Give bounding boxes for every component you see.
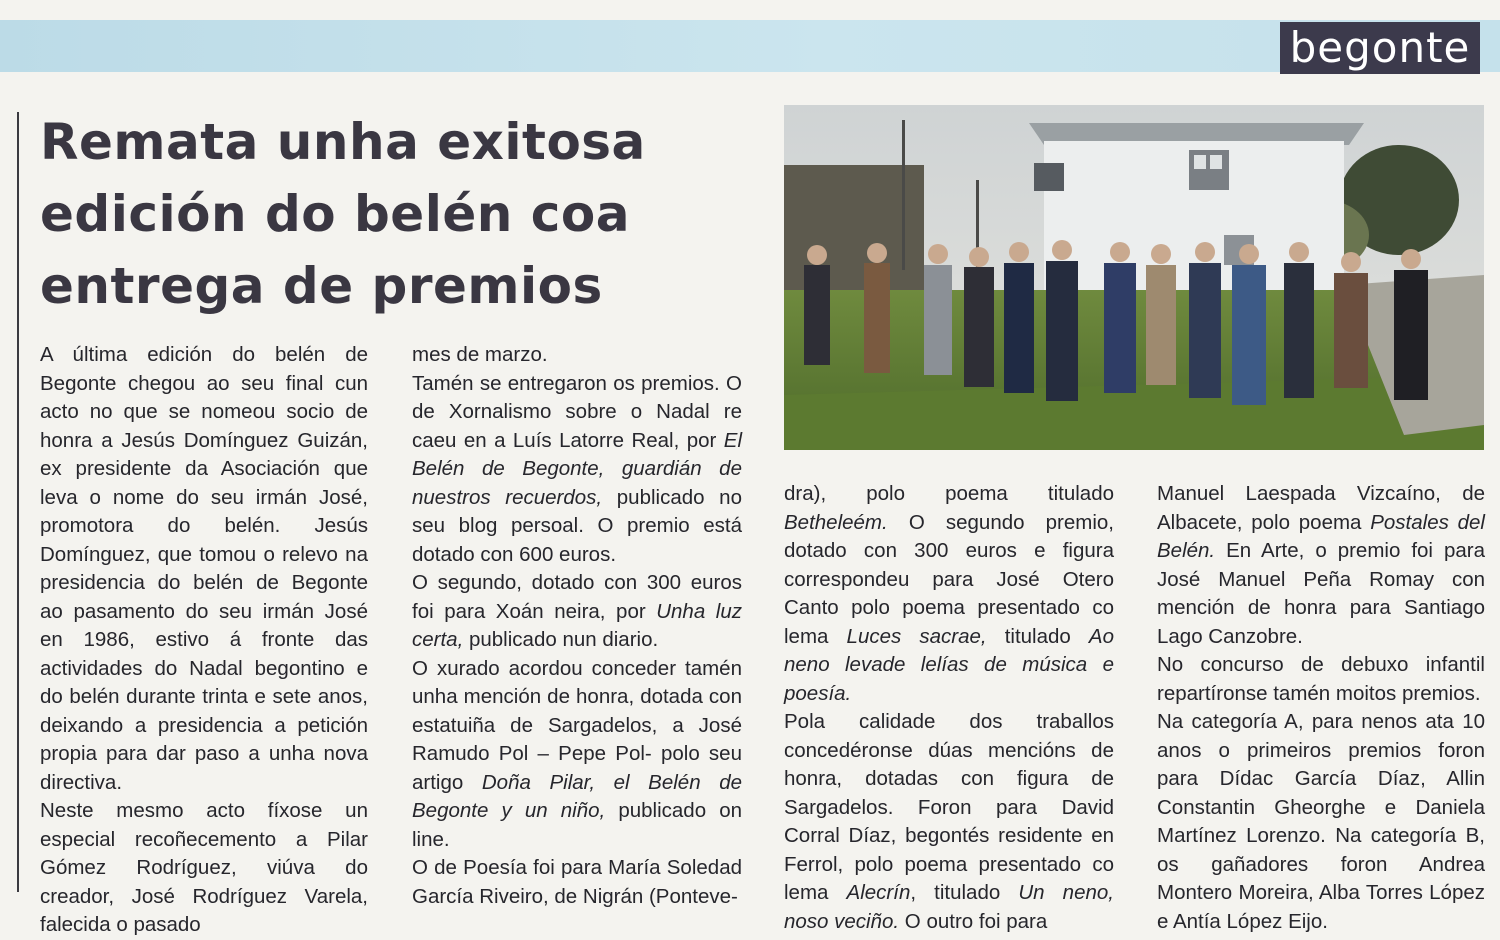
paragraph: Tamén se entregaron os premios. O de Xornalismo sobre o Nadal re caeu en a Luís Latorre Real, por El Belén de Begonte, guardián de nuestros recuerdos, publicado no seu blog persoal. O premio está dotado con 600 euros. xyxy=(412,371,742,566)
header-band xyxy=(0,20,1500,72)
paragraph: Manuel Laespada Vizcaíno, de Albacete, polo poema Postales del Belén. En Arte, o premio foi para José Manuel Peña Romay con mención de honra para Santiago Lago Canzobre. xyxy=(1157,482,1485,648)
text-column-3 xyxy=(784,480,1114,936)
paragraph: O xurado acordou conceder tamén unha mención de honra, dotada con estatuiña de Sargadelos, a José Ramudo Pol – Pepe Pol- polo seu artigo Doña Pilar, el Belén de Begonte y un niño, publicado on line. xyxy=(412,656,743,851)
paragraph: No concurso de debuxo infantil repartíronse tamén moitos premios. xyxy=(1157,653,1485,705)
paragraph: Na categoría A, para nenos ata 10 anos o primeiros premios foron para Dídac García Díaz, Allin Constantin Gheorghe e Daniela Martínez Lorenzo. Na categoría B, os gañadores foron Andrea Montero Moreira, Alba Torres López e Antía López Eijo. xyxy=(1157,710,1485,933)
section-tag: begonte xyxy=(1280,22,1480,74)
article-headline: Remata unha exitosa edición do belén coa entrega de premios xyxy=(40,113,646,315)
paragraph: O segundo, dotado con 300 euros foi para Xoán neira, por Unha luz certa, publicado nun diario. xyxy=(412,571,742,651)
text-column-2 xyxy=(412,341,742,911)
text-column-4 xyxy=(1157,480,1485,936)
paragraph: dra), polo poema titulado Betheleém. O segundo premio, dotado con 300 euros e figura correspondeu para José Otero Canto polo poema presentado co lema Luces sacrae, titulado Ao neno levade lelías de música e poesía. xyxy=(784,482,1114,705)
paragraph: Neste mesmo acto fíxose un especial recoñecemento a Pilar Gómez Rodríguez, viúva do creador, José Rodríguez Varela, falecida o pasado xyxy=(40,799,368,936)
paragraph: mes de marzo. xyxy=(412,343,548,366)
paragraph: O de Poesía foi para María Soledad García Riveiro, de Nigrán (Ponteve- xyxy=(412,856,742,908)
paragraph: A última edición do belén de Begonte chegou ao seu final cun acto no que se nomeou socio de honra a Jesús Domínguez Guizán, ex presidente da Asociación que leva o nome do seu irmán José, promotora do belén. Jesús Domínguez, que tomou o relevo na presidencia do belén de Begonte ao pasamento do seu irmán José en 1986, estivo á fronte das actividades do Nadal begontino e do belén durante trinta e sete anos, deixando a presidencia a petición propia para dar paso a unha nova directiva. xyxy=(40,343,368,794)
paragraph: Pola calidade dos traballos concedéronse dúas mencións de honra, dotadas con figura de Sargadelos. Foron para David Corral Díaz, begontés residente en Ferrol, polo poema presentado co lema Alecrín, titulado Un neno, noso veciño. O outro foi para xyxy=(784,710,1114,933)
text-column-1 xyxy=(40,341,368,940)
group-photo xyxy=(784,105,1484,450)
photo-illustration xyxy=(784,105,1484,450)
column-rule xyxy=(17,112,19,892)
